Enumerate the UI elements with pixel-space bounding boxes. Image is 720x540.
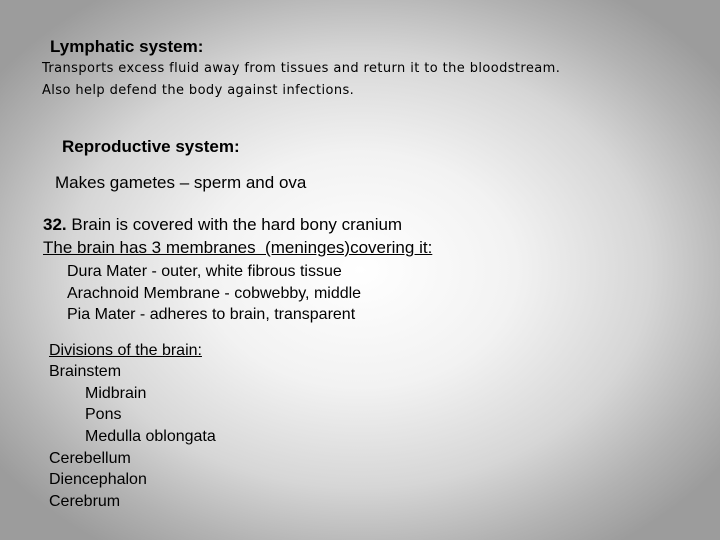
division-cerebrum: Cerebrum: [49, 493, 121, 510]
lymphatic-text-line-2: Also help defend the body against infections.: [42, 83, 355, 98]
brain-cranium-line: [43, 215, 402, 235]
division-diencephalon: Diencephalon: [49, 471, 147, 488]
brain-divisions-heading: Divisions of the brain:: [49, 342, 202, 359]
division-brainstem: Brainstem: [49, 363, 122, 380]
reproductive-text: Makes gametes – sperm and ova: [55, 173, 307, 192]
brain-cranium-text: Brain is covered with the hard bony cranium: [66, 215, 403, 234]
division-medulla-oblongata: Medulla oblongata: [85, 428, 216, 445]
item-number: 32.: [43, 215, 67, 234]
meninges-dura-mater: Dura Mater - outer, white fibrous tissue: [67, 263, 342, 280]
division-cerebellum: Cerebellum: [49, 450, 131, 467]
meninges-intro: The brain has 3 membranes (meninges)covering it:: [43, 238, 433, 257]
lymphatic-heading: Lymphatic system:: [50, 37, 204, 56]
lymphatic-text-line-1: Transports excess fluid away from tissues and return it to the bloodstream.: [42, 61, 561, 76]
division-pons: Pons: [85, 406, 122, 423]
reproductive-heading: Reproductive system:: [62, 137, 240, 156]
division-midbrain: Midbrain: [85, 385, 147, 402]
meninges-arachnoid: Arachnoid Membrane - cobwebby, middle: [67, 285, 362, 302]
meninges-pia-mater: Pia Mater - adheres to brain, transparent: [67, 306, 356, 323]
